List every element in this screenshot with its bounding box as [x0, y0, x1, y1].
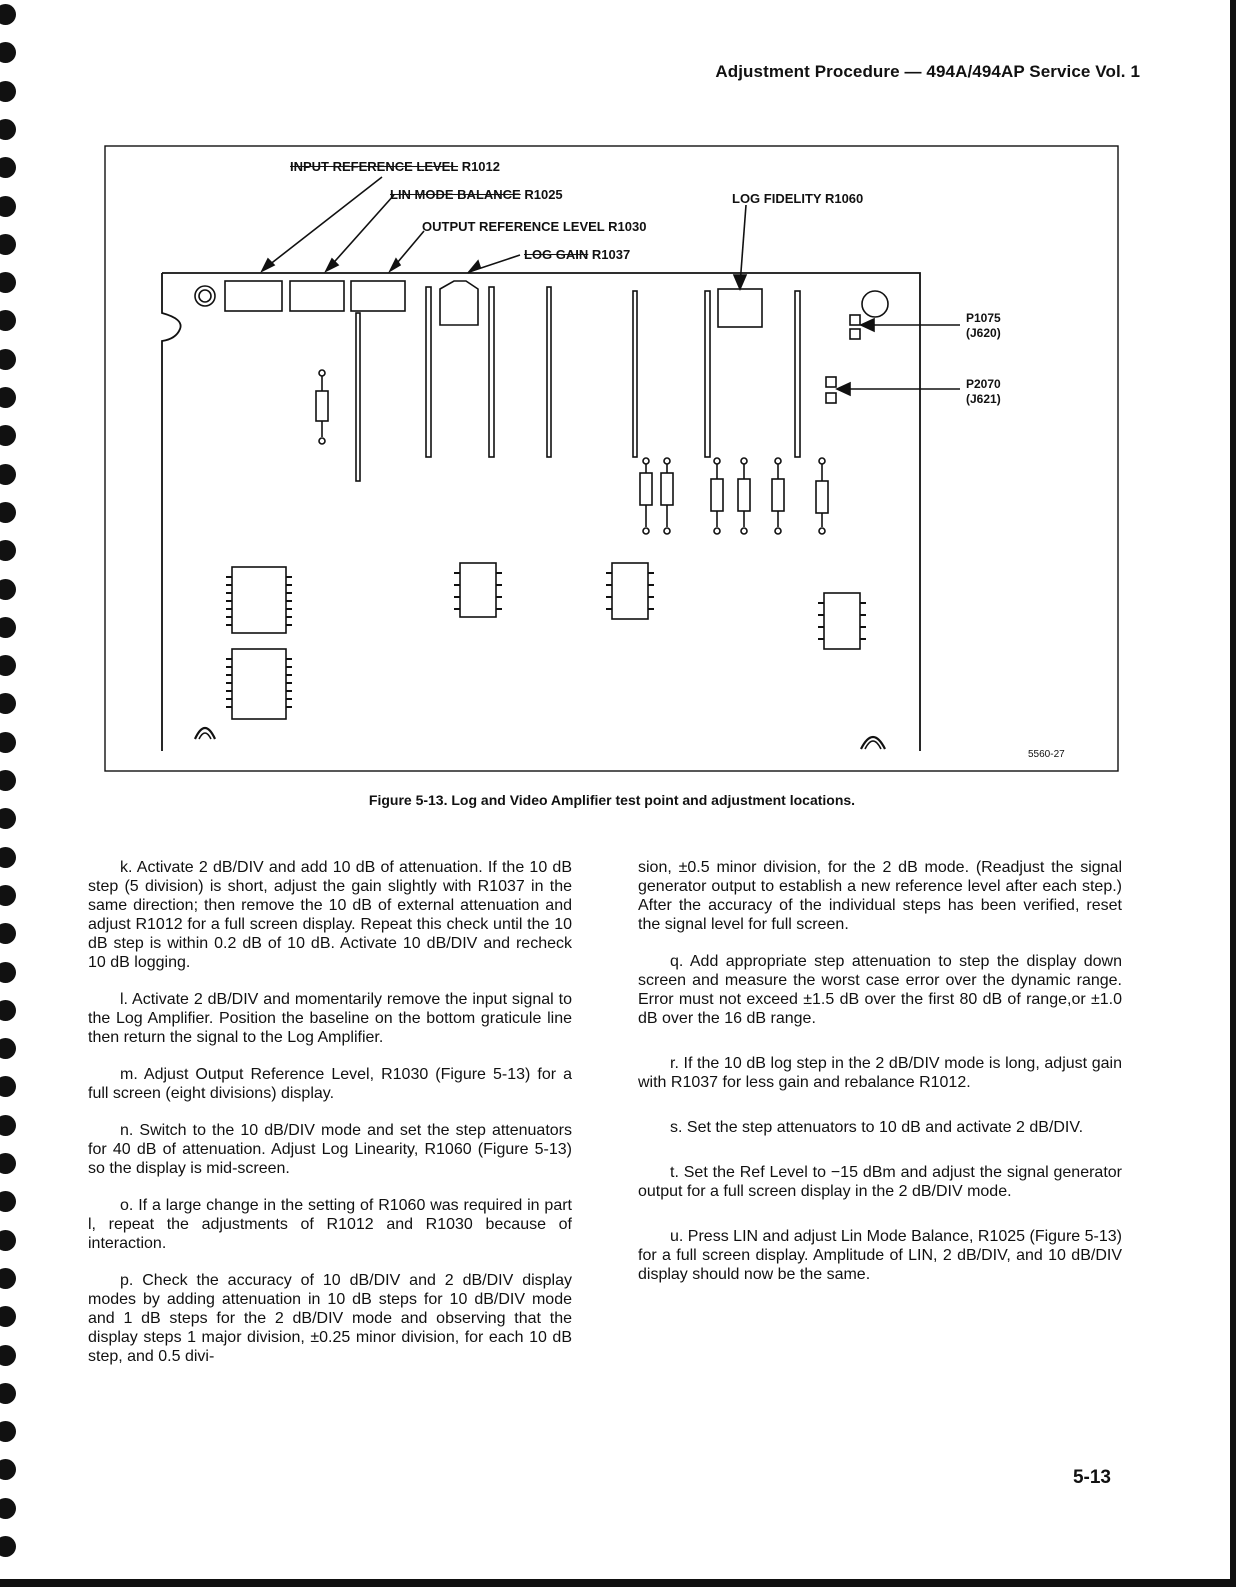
label-log-fidelity [732, 191, 863, 206]
bar [489, 287, 494, 457]
binding-hole [0, 540, 16, 561]
binding-hole [0, 1191, 16, 1212]
paragraph-p: p. Check the accuracy of 10 dB/DIV and 2 dB/DIV display modes by adding attenuation in 10 dB steps for 10 dB/DIV mode and 1 dB steps for the 2 dB/DIV mode and observing that the display steps 1 major division, ±0.25 minor division, for each 10 dB step, and 0.5 divi- [88, 1272, 572, 1365]
binding-hole [0, 1306, 16, 1327]
binding-hole [0, 464, 16, 485]
paragraph-t: t. Set the Ref Level to −15 dBm and adjust the signal generator output for a full screen display in the 2 dB/DIV mode. [638, 1164, 1122, 1200]
bottom-edge-bar [0, 1579, 1236, 1587]
binding-hole [0, 693, 16, 714]
page-number: 5-13 [1072, 1467, 1111, 1488]
arrow-head [861, 319, 874, 331]
mount-hole-inner [199, 290, 211, 302]
binding-hole [0, 732, 16, 753]
binding-holes [0, 0, 18, 1587]
resistor [316, 370, 328, 444]
binding-hole [0, 1153, 16, 1174]
binding-hole [0, 387, 16, 408]
figure-caption: Figure 5-13. Log and Video Amplifier test point and adjustment locations. [368, 792, 856, 808]
paragraph-o: o. If a large change in the setting of R1060 was required in part l, repeat the adjustments of R1012 and R1030 because of interaction. [88, 1197, 572, 1252]
label-id: R1012 [461, 159, 500, 174]
binding-hole [0, 349, 16, 370]
binding-hole [0, 119, 16, 140]
label-id: (J620) [966, 326, 1001, 340]
page-header: Adjustment Procedure — 494A/494AP Service Vol. 1 [715, 62, 1140, 81]
binding-hole [0, 1498, 16, 1519]
binding-hole [0, 196, 16, 217]
leader-r1025 [328, 195, 394, 269]
ic-chip [606, 563, 654, 619]
binding-hole [0, 1383, 16, 1404]
binding-hole [0, 1536, 16, 1557]
bar [705, 291, 710, 457]
bar [633, 291, 637, 457]
paragraph-s: s. Set the step attenuators to 10 dB and activate 2 dB/DIV. [670, 1119, 1084, 1136]
figure-5-13 [104, 145, 1120, 773]
paragraph-u: u. Press LIN and adjust Lin Mode Balance, R1025 (Figure 5-13) for a full screen display. Amplitude of LIN, 2 dB/DIV, and 10 dB/DIV display should now be the same. [638, 1228, 1122, 1283]
paragraph-p-continued: sion, ±0.5 minor division, for the 2 dB mode. (Readjust the signal generator output to establish a new reference level after each step.) After the accuracy of the individual steps has been verified, reset the signal level for full screen. [638, 859, 1122, 933]
binding-hole [0, 502, 16, 523]
binding-hole [0, 4, 16, 25]
leader-r1012 [264, 177, 382, 269]
arrow-head [837, 383, 850, 395]
label-id: (J621) [966, 392, 1001, 406]
binding-hole [0, 425, 16, 446]
label-output-reference-level [422, 219, 646, 234]
label-text: OUTPUT REFERENCE LEVEL [422, 219, 605, 234]
label-log-gain [524, 247, 630, 262]
binding-hole [0, 1076, 16, 1097]
circuit-board-diagram [104, 145, 1120, 773]
binding-hole [0, 1421, 16, 1442]
label-text: P1075 [966, 311, 1001, 325]
binding-hole [0, 234, 16, 255]
binding-hole [0, 1038, 16, 1059]
board-outline [162, 273, 920, 751]
pot-r1037 [440, 281, 478, 325]
p2070-pin [826, 393, 836, 403]
binding-hole [0, 157, 16, 178]
p1075-pin [850, 329, 860, 339]
label-text: LIN MODE BALANCE [390, 187, 521, 202]
right-column [638, 858, 1122, 1302]
ic-chip [454, 563, 502, 617]
label-text: INPUT REFERENCE LEVEL [290, 159, 459, 174]
label-text: P2070 [966, 377, 1001, 391]
paragraph-l: l. Activate 2 dB/DIV and momentarily remove the input signal to the Log Amplifier. Position the baseline on the bottom graticule line then return the signal to the Log Amplifier. [88, 991, 572, 1046]
left-column [88, 858, 572, 1384]
ic-chip [226, 649, 292, 719]
label-lin-mode-balance [390, 187, 563, 202]
mount-hole-right [862, 291, 888, 317]
pot-r1030 [351, 281, 405, 311]
binding-hole [0, 1459, 16, 1480]
label-text: LOG FIDELITY [732, 191, 822, 206]
pot-r1060 [718, 289, 762, 327]
resistor-group [640, 458, 828, 534]
binding-hole [0, 42, 16, 63]
label-id: R1060 [824, 191, 864, 206]
binding-hole [0, 617, 16, 638]
binding-hole [0, 310, 16, 331]
binding-hole [0, 770, 16, 791]
binding-hole [0, 1268, 16, 1289]
mount-hole-bottom [861, 737, 885, 749]
binding-hole [0, 579, 16, 600]
binding-hole [0, 1345, 16, 1366]
ic-chip [226, 567, 292, 633]
binding-hole [0, 885, 16, 906]
bar [795, 291, 800, 457]
figure-frame [105, 146, 1118, 771]
p2070-pin [826, 377, 836, 387]
paragraph-r: r. If the 10 dB log step in the 2 dB/DIV mode is long, adjust gain with R1037 for less gain and rebalance R1012. [638, 1055, 1122, 1091]
label-id: R1030 [608, 219, 647, 234]
binding-hole [0, 81, 16, 102]
bar [547, 287, 551, 457]
mount-hole [195, 286, 215, 306]
board-edge-notch [162, 273, 181, 751]
pot-r1012 [225, 281, 282, 311]
ic-chip [818, 593, 866, 649]
label-id: R1037 [591, 247, 631, 262]
bar [426, 287, 431, 457]
binding-hole [0, 1230, 16, 1251]
figure-number: 5560-27 [1028, 749, 1065, 760]
label-input-reference-level [290, 159, 500, 174]
pot-r1025 [290, 281, 344, 311]
binding-hole [0, 272, 16, 293]
bar [356, 313, 360, 481]
binding-hole [0, 962, 16, 983]
label-text: LOG GAIN [524, 247, 589, 262]
p1075-pin [850, 315, 860, 325]
label-id: R1025 [524, 187, 563, 202]
binding-hole [0, 655, 16, 676]
binding-hole [0, 847, 16, 868]
binding-hole [0, 1115, 16, 1136]
binding-hole [0, 808, 16, 829]
right-edge-bar [1230, 0, 1236, 1587]
paragraph-m: m. Adjust Output Reference Level, R1030 (Figure 5-13) for a full screen (eight divisions) display. [88, 1066, 572, 1102]
paragraph-q: q. Add appropriate step attenuation to step the display down screen and measure the worst case error over the dynamic range. Error must not exceed ±1.5 dB over the first 80 dB of range,or ±1.0 dB over the 16 dB range. [638, 953, 1122, 1027]
paragraph-k: k. Activate 2 dB/DIV and add 10 dB of attenuation. If the 10 dB step (5 division) is short, adjust the gain slightly with R1037 in the same direction; then remove the 10 dB of external attenuation and adjust R1012 for a full screen display. Repeat this check until the 10 dB step is within 0.2 dB of 10 dB. Activate 10 dB/DIV and recheck 10 dB logging. [88, 859, 572, 971]
label-p2070 [966, 377, 1001, 407]
binding-hole [0, 923, 16, 944]
label-p1075 [966, 311, 1001, 341]
paragraph-n: n. Switch to the 10 dB/DIV mode and set the step attenuators for 40 dB of attenuation. Adjust Log Linearity, R1060 (Figure 5-13) so the display is mid-screen. [88, 1122, 572, 1177]
binding-hole [0, 1000, 16, 1021]
